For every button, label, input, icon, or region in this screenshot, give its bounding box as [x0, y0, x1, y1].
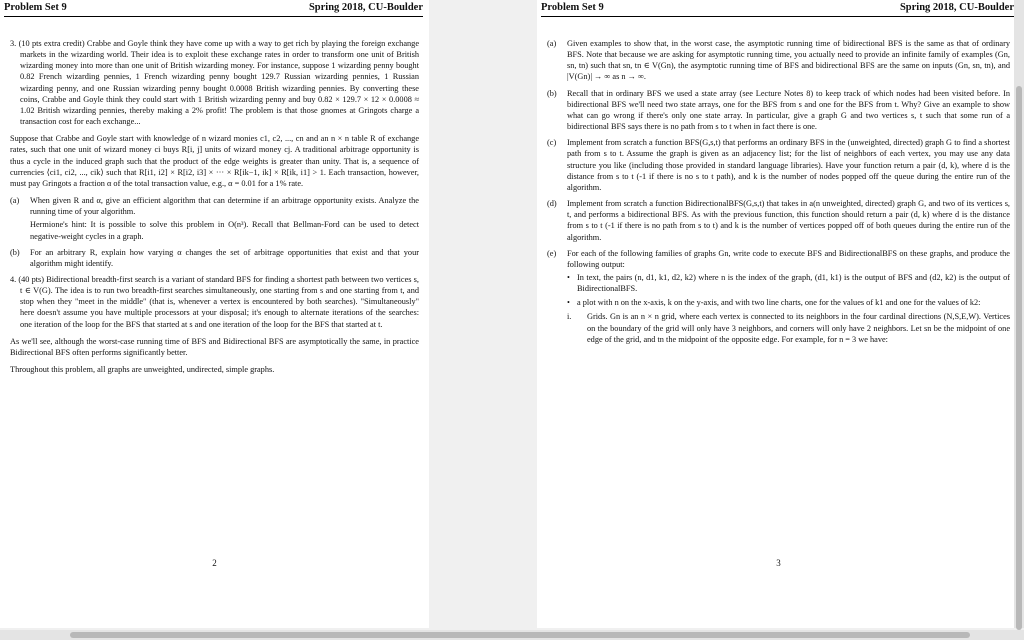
horizontal-scrollbar-thumb[interactable]	[70, 632, 970, 638]
bullet-icon: •	[567, 298, 570, 308]
problem-3b-text: For an arbitrary R, explain how varying α changes the set of arbitrage opportunities that exist and that your algorithm might identify.	[30, 247, 419, 268]
problem-4a-text: Given examples to show that, in the worst case, the asymptotic running time of bidirectional BFS is the same as that of ordinary BFS. Note that because we are asking for asymptotic running time, you actually need to provide an infinite family of examples (Gn, sn, tn) such that sn, tn ∈ V(Gn), the asymptotic running time of BFS and bidirectional BFS are the same on inputs (Gn, sn, tn), and |V(Gn)| → ∞ as n → ∞.	[567, 39, 1010, 82]
problem-4e-text: For each of the following families of graphs Gn, write code to execute BFS and BidirectionalBFS on these graphs, and produce the following output:	[567, 248, 1010, 269]
problem-4a-label: (a)	[547, 39, 557, 48]
problem-3b	[10, 247, 419, 269]
problem-3-setup: Suppose that Crabbe and Goyle start with knowledge of n wizard monies c1, c2, ..., cn and an n × n table R of exchange rates, such that one unit of wizard money ci buys R[i, j] units of wizard money cj. A traditional arbitrage opportunity is thus a cycle in the induced graph such that the product of the edge weights is greater than unity. That is, a sequence of currencies ⟨ci1, ci2, ..., cik⟩ such that R[i1, i2] × R[i2, i3] × ··· × R[ik−1, ik] × R[ik, i1] > 1. Each transaction, however, must pay Gringots a fraction α of the total transaction value, e.g., α = 0.01 for a 1% rate.	[10, 134, 419, 188]
problem-4e-i-text: Grids. Gn is an n × n grid, where each vertex is connected to its neighbors in the four cardinal directions (N,S,E,W). Vertices on the boundary of the grid will only have 3 neighbors, and corners will only have 2 neighbors. Let sn be the midpoint of one edge of the grid, and tn the midpoint of the opposite edge. For example, for n = 3 we have:	[587, 312, 1010, 344]
problem-3a-label: (a)	[10, 196, 20, 206]
problem-3a-text: When given R and α, give an efficient algorithm that can determine if an arbitrage opportunity exists. Analyze the running time of your algorithm.	[30, 196, 419, 217]
problem-4-para2: As we'll see, although the worst-case running time of BFS and Bidirectional BFS are asymptotically the same, in practice Bidirectional BFS often performs significantly better.	[10, 336, 419, 357]
page-right	[537, 0, 1020, 628]
problem-4d-text: Implement from scratch a function BidirectionalBFS(G,s,t) that takes in a(n unweighted, directed) graph G, and two of its vertices s, t, and performs a bidirectional BFS. As with the previous function, this function should return a pair (d, k) where d is the distance from s to t (-1 if there is no path from s to t) and k is the number of vertices popped off of both queues during the entire run of the algorithm.	[567, 199, 1010, 242]
page-left	[0, 0, 429, 628]
problem-4c-text: Implement from scratch a function BFS(G,s,t) that performs an ordinary BFS in the (unweighted, directed) graph G to find a shortest path from s to t. Assume the graph is given as an adjacency list; for the list of neighbors of each vertex, you may use any data structure you like (including those provided in standard language libraries). Have your function return a pair (d, k), where d is the distance from s to t (-1 if there is no s to t path), and k is the number of nodes popped off the queue during the entire run of the algorithm.	[567, 138, 1010, 192]
vertical-scrollbar[interactable]	[1014, 0, 1024, 628]
problem-4e-i	[567, 311, 1010, 344]
problem-3b-label: (b)	[10, 247, 20, 257]
bullet-text: In text, the pairs (n, d1, k1, d2, k2) where n is the index of the graph, (d1, k1) is the output of BFS and (d2, k2) is the output of BidirectionalBFS.	[577, 272, 1010, 294]
header-course-title: Problem Set 9	[4, 2, 67, 13]
problem-4b-label: (b)	[547, 88, 557, 98]
bullet-item	[567, 272, 1010, 294]
problem-3a-hint: Hermione's hint: It is possible to solve this problem in O(n³). Recall that Bellman-Ford can be used to detect negative-weight cycles in a graph.	[30, 220, 419, 241]
page-number: 2	[212, 558, 217, 568]
page-header	[4, 2, 423, 16]
page-body	[10, 38, 419, 381]
page-header	[541, 2, 1014, 16]
problem-4c-label: (c)	[547, 138, 557, 148]
problem-4e-i-label: i.	[567, 312, 572, 322]
header-course-title: Problem Set 9	[541, 2, 604, 13]
problem-4-intro: 4. (40 pts) Bidirectional breadth-first search is a variant of standard BFS for finding a shortest path between two vertices s, t ∈ V(G). The idea is to run two breadth-first searches simultaneously, one starting from s and one starting from t, and stop when they "meet in the middle" (that is, whenever a vertex is encountered by both searches). "Simultaneously" here doesn't assume you have multiple processors at your disposal; it's enough to alternate iterations of the searches: one iteration of the loop for the BFS that started at s and one iteration of the loop for the BFS that started at t.	[10, 274, 419, 329]
problem-3-intro: 3. (10 pts extra credit) Crabbe and Goyle think they have come up with a way to get rich by playing the foreign exchange markets in the wizarding world. Their idea is to exploit these exchange rates in order to transform one unit of British wizarding money into more than one unit of British wizarding money. For instance, suppose 1 wizarding penny bought 0.82 French wizarding pennies, 1 French wizarding penny bought 129.7 Russian wizarding pennies, 1 Russian wizarding penny, and one Russian wizarding penny bought 0.0008 British wizarding pennies. By converting these coins, Crabbe and Goyle think they could start with 1 British wizarding penny and buy 0.82 × 129.7 × 12 × 0.0008 ≈ 1.02 British wizarding pennies, thereby making a 2% profit! The problem is that those gnomes at Gringots charge a transaction cost for each exchange...	[10, 39, 419, 127]
header-rule	[4, 16, 423, 17]
page-number: 3	[776, 558, 781, 568]
bullet-item	[567, 297, 1010, 308]
problem-4-para3: Throughout this problem, all graphs are unweighted, undirected, simple graphs.	[10, 365, 275, 375]
vertical-scrollbar-thumb[interactable]	[1016, 86, 1022, 630]
problem-4e	[547, 248, 1010, 345]
header-term: Spring 2018, CU-Boulder	[308, 2, 423, 13]
problem-4b	[547, 88, 1010, 133]
bullet-icon: •	[567, 272, 570, 282]
problem-4d	[547, 198, 1010, 243]
problem-4a	[547, 38, 1010, 83]
problem-4b-text: Recall that in ordinary BFS we used a state array (see Lecture Notes 8) to keep track of which nodes had been visited before. In bidirectional BFS we'll need two state arrays, one for the BFS from s and one for the BFS from t. Why? Give an example to show what can go wrong if there's only one state array. In particular, give a graph G and two vertices s, t such that some run of a bidirectional BFS says there is no path from s to t when in fact there is one.	[567, 88, 1010, 132]
problem-4c	[547, 137, 1010, 193]
problem-3a	[10, 195, 419, 242]
bullet-text: a plot with n on the x-axis, k on the y-axis, and with two line charts, one for the values of k1 and one for the values of k2:	[577, 298, 981, 308]
header-term: Spring 2018, CU-Boulder	[899, 2, 1014, 13]
problem-4e-label: (e)	[547, 248, 557, 258]
problem-4d-label: (d)	[547, 199, 557, 209]
header-rule	[541, 16, 1014, 17]
horizontal-scrollbar[interactable]	[0, 630, 1024, 640]
page-body	[547, 38, 1010, 350]
